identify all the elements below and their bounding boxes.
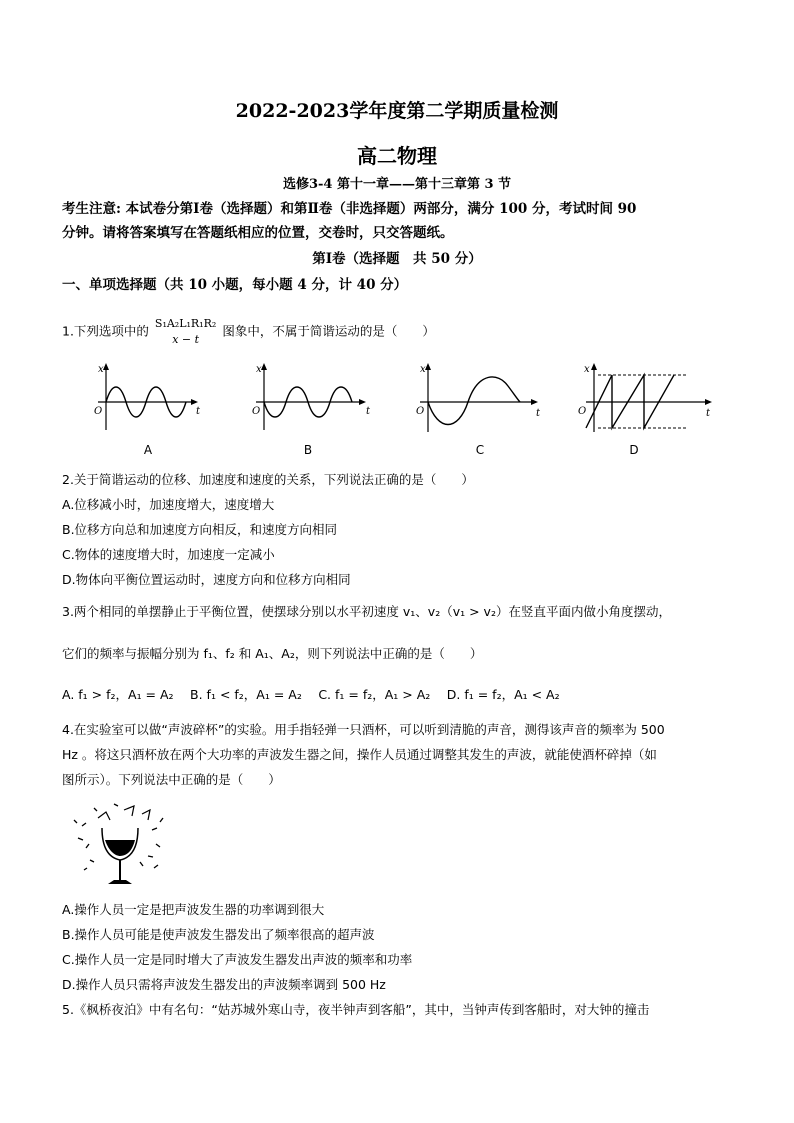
question-1-graphs — [88, 360, 728, 460]
graph-c-y-label: x — [420, 364, 426, 375]
notice-line-1: 考生注意: 本试卷分第Ⅰ卷（选择题）和第Ⅱ卷（非选择题）两部分，满分 100 分，考试时间 90 — [62, 201, 637, 217]
question-1-stem — [62, 316, 435, 348]
graph-a-x-label: t — [196, 406, 201, 417]
question-3-options: A. f₁ > f₂，A₁ = A₂ B. f₁ < f₂，A₁ = A₂ C. f₁ = f₂，A₁ > A₂ D. f₁ = f₂，A₁ < A₂ — [62, 687, 560, 702]
question-4-option-c: C.操作人员一定是同时增大了声波发生器发出声波的频率和功率 — [62, 952, 413, 967]
question-2-option-b: B.位移方向总和加速度方向相反，和速度方向相同 — [62, 522, 338, 537]
graph-c-label: C — [475, 443, 485, 457]
graph-b — [246, 360, 386, 460]
graph-a-y-label: x — [98, 364, 104, 375]
notice-line-2: 分钟。请将答案填写在答题纸相应的位置，交卷时，只交答题纸。 — [62, 225, 454, 241]
question-4-option-b: B.操作人员可能是使声波发生器发出了频率很高的超声波 — [62, 927, 375, 942]
question-3-line-1: 3.两个相同的单摆静止于平衡位置，使摆球分别以水平初速度 v₁、v₂（v₁ > v₂）在竖直平面内做小角度摆动， — [62, 604, 671, 619]
graph-c — [410, 360, 550, 460]
formula-denominator: x − t — [172, 333, 200, 346]
graph-b-svg — [246, 360, 386, 440]
question-2-stem: 2.关于简谐运动的位移、加速度和速度的关系，下列说法正确的是（ ） — [62, 472, 474, 487]
graph-b-label: B — [303, 443, 313, 457]
graph-a-label: A — [143, 443, 153, 457]
graph-c-x-label: t — [536, 408, 541, 419]
exam-scope: 选修3-4 第十一章——第十三章第 3 节 — [282, 177, 512, 192]
question-4-option-d: D.操作人员只需将声波发生器发出的声波频率调到 500 Hz — [62, 977, 386, 992]
question-2-option-a: A.位移减小时，加速度增大，速度增大 — [62, 497, 275, 512]
graph-c-origin: O — [416, 406, 425, 417]
graph-a-origin: O — [94, 406, 103, 417]
question-4-line-2: Hz 。将这只酒杯放在两个大功率的声波发生器之间，操作人员通过调整其发生的声波，就能使酒杯碎掉（如 — [62, 747, 657, 762]
subject-title: 高二物理 — [357, 144, 437, 168]
section-heading: 第Ⅰ卷（选择题 共 50 分） — [312, 251, 482, 267]
graph-d-svg — [576, 360, 716, 440]
question-1-prefix: 1.下列选项中的 — [62, 323, 149, 339]
question-2-option-d: D.物体向平衡位置运动时，速度方向和位移方向相同 — [62, 572, 351, 587]
shattering-glass-illustration — [64, 800, 174, 890]
graph-b-origin: O — [252, 406, 261, 417]
graph-a — [88, 360, 228, 460]
question-1-formula — [155, 316, 216, 348]
graph-d — [576, 360, 716, 460]
question-4-line-3: 图所示）。下列说法中正确的是（ ） — [62, 772, 281, 787]
graph-d-y-label: x — [584, 364, 590, 375]
graph-d-x-label: t — [706, 408, 711, 419]
exam-title: 2022-2023学年度第二学期质量检测 — [235, 100, 559, 122]
question-4-line-1: 4.在实验室可以做“声波碎杯”的实验。用手指轻弹一只酒杯，可以听到清脆的声音，测得该声音的频率为 500 — [62, 722, 665, 737]
question-type-heading: 一、单项选择题（共 10 小题，每小题 4 分，计 40 分） — [62, 277, 408, 293]
question-2-option-c: C.物体的速度增大时，加速度一定减小 — [62, 547, 275, 562]
question-4-option-a: A.操作人员一定是把声波发生器的功率调到很大 — [62, 902, 325, 917]
graph-d-origin: O — [578, 406, 587, 417]
question-3-line-2: 它们的频率与振幅分别为 f₁、f₂ 和 A₁、A₂，则下列说法中正确的是（ ） — [62, 646, 483, 661]
question-5-line-1: 5.《枫桥夜泊》中有名句：“姑苏城外寒山寺，夜半钟声到客船”，其中，当钟声传到客船时，对大钟的撞击 — [62, 1002, 650, 1017]
graph-c-svg — [410, 360, 550, 440]
graph-a-svg — [88, 360, 228, 440]
formula-numerator: S₁A₂L₁R₁R₂ — [154, 317, 217, 330]
graph-d-label: D — [629, 443, 639, 457]
exam-notice — [62, 197, 742, 245]
graph-b-x-label: t — [366, 406, 371, 417]
question-1-suffix: 图象中，不属于简谐运动的是（ ） — [222, 323, 435, 339]
graph-b-y-label: x — [256, 364, 262, 375]
